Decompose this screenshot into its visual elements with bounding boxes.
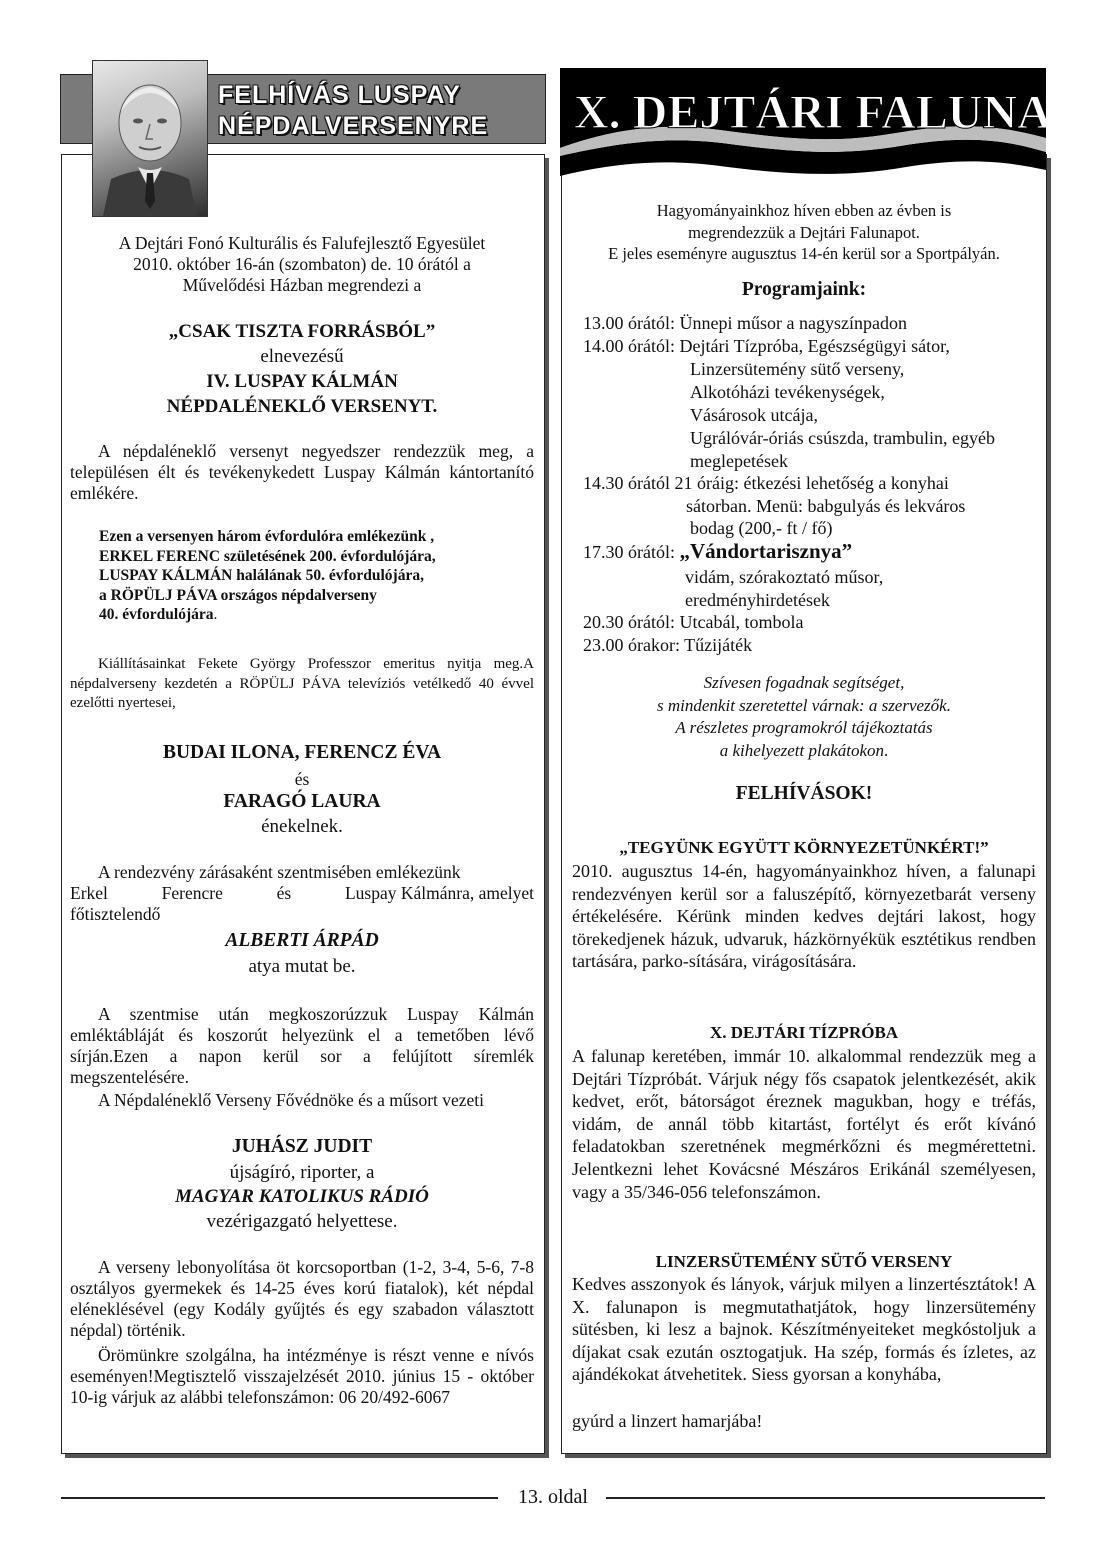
program-item-1: 13.00 órától: Ünnepi műsor a nagyszínpadon [583, 313, 907, 333]
event-name-line-2: NÉPDALÉNEKLŐ VERSENYT. [166, 396, 438, 417]
program-subitem: eredményhirdetések [685, 590, 830, 610]
singers-sing: énekelnek. [261, 816, 343, 837]
program-subitem: meglepetések [690, 451, 788, 471]
footer-rule-right [606, 1497, 1045, 1499]
banner-title: X. DEJTÁRI FALUNAP [574, 86, 1046, 139]
intro-line: Hagyományainkhoz híven ebben az évben is [656, 201, 952, 220]
intro-line: A Dejtári Fonó Kulturális és Falufejlesztő Egyesület [118, 233, 486, 253]
program-subitem: Vásárosok utcája, [690, 405, 818, 425]
mass-line-1: A rendezvény zárásaként szentmisében emlékezünk [98, 862, 461, 882]
help-period: . [884, 740, 889, 760]
anniversary-period: . [213, 606, 218, 624]
banner-graphic [560, 60, 1046, 188]
falunap-banner [560, 60, 1046, 188]
tizproba-heading: X. DEJTÁRI TÍZPRÓBA [709, 1023, 899, 1042]
singers-and: és [294, 769, 310, 789]
program-heading: Programjaink: [741, 279, 867, 300]
patron-paragraph: A Népdaléneklő Verseny Fővédnöke és a műsort vezeti [98, 1090, 485, 1110]
left-paragraph-intro: A népdaléneklő versenyt negyedszer rendezzük meg, a településen élt és tevékenykedett Luspay Kálmán kántortanító emlékére. [70, 441, 534, 503]
help-line: A részletes programokról tájékoztatás [675, 718, 933, 737]
calls-heading: FELHÍVÁSOK! [735, 783, 873, 804]
tizproba-text: A falunap keretében, immár 10. alkalommal rendezzük meg a Dejtári Tízpróbát. Várjuk négy fős csapatok jelentkezését, akik kedvet, erőt, bátorságot éreznek magukban, hogy e tréfás, vidám, de annál több kitartást, fortélyt és erőt kívánó feladatokban szeretnének megmérkőzni és megmérettetni. Jelentkezni lehet Kovácsné Mészáros Erikánál személyesen, vagy a 35/346-056 telefonszámon. [572, 1046, 1036, 1202]
left-title-line-2: NÉPDALVERSENYRE [218, 112, 489, 140]
help-last: a kihelyezett plakátokon [719, 740, 885, 760]
program-item-5: 20.30 órától: Utcabál, tombola [583, 612, 804, 632]
anniversary-line: ERKEL FERENC születésének 200. évfordulójára, [99, 547, 436, 565]
help-line: Szívesen fogadnak segítséget, [703, 673, 905, 692]
host-organization: MAGYAR KATOLIKUS RÁDIÓ [175, 1186, 429, 1207]
intro-line: E jeles eseményre augusztus 14-én kerül sor a Sportpályán. [608, 244, 1000, 263]
program-subitem: Linzersütemény sütő verseny, [690, 359, 905, 379]
mass-line-2 [70, 883, 534, 904]
program-subitem: bodag (200,- ft / fő) [690, 518, 833, 538]
anniversary-line [99, 605, 529, 625]
program-item-3: 14.30 órától 21 óráig: étkezési lehetőség a konyhai [583, 473, 949, 493]
anniversary-last: 40. évfordulójára [99, 606, 214, 624]
help-note [572, 672, 1036, 762]
program-item-4 [583, 540, 852, 564]
intro-line: 2010. október 16-án (szombaton) de. 10 órától a [133, 254, 471, 274]
anniversary-line: LUSPAY KÁLMÁN halálának 50. évfordulójára, [99, 567, 424, 585]
help-line [572, 740, 1036, 763]
program-item-2: 14.00 órától: Dejtári Tízpróba, Egészségügyi sátor, [583, 336, 950, 356]
footer-rule-left [61, 1497, 498, 1499]
program-subitem: sátorban. Menü: babgulyás és lekváros [686, 496, 966, 516]
linzer-last-line: gyúrd a linzert hamarjába! [572, 1411, 763, 1431]
anniversary-line: Ezen a versenyen három évfordulóra emlékezünk , [99, 528, 435, 545]
priest-role: atya mutat be. [248, 956, 356, 977]
linzer-text: Kedves asszonyok és lányok, várjuk milyen a linzertésztátok! A X. falunapon is megmutathatjátok, hogy linzersütemény sütésben, ki lesz a bajnok. Készítményeiteket megkóstoljuk a díjakat csak ezután osztogatjuk. Ha szép, formás és ízletes, az ajándékokat átvehetitek. Siess gyorsan a konyhába, [572, 1274, 1036, 1385]
mass-word: Erkel [70, 883, 108, 903]
mass-word: és [276, 883, 292, 903]
priest-name: ALBERTI ÁRPÁD [225, 930, 379, 951]
program-subitem: Alkotóházi tevékenységek, [690, 382, 885, 402]
wreath-paragraph: A szentmise után megkoszorúzzuk Luspay Kálmán emléktábláját és koszorút helyezünk el a temetőben lévő sírján.Ezen a napon kerül sor a felújított síremlék megszentelésére. [70, 1004, 534, 1087]
program-subitem: Ugrálóvár-óriás csúszda, trambulin, egyéb [690, 428, 996, 448]
intro-line: megrendezzük a Dejtári Falunapot. [688, 222, 920, 242]
program-subitem: vidám, szórakoztató műsor, [685, 567, 884, 587]
closing-paragraph: Örömünkre szolgálna, ha intézménye is részt venne e nívós eseményen!Megtisztelő visszajelzését 2010. június 15 - október 10-ig várjuk az alábbi telefonszámon: 06 20/492-6067 [70, 1345, 534, 1407]
intro-line: Művelődési Házban megrendezi a [182, 275, 422, 295]
mass-paragraph [70, 862, 534, 925]
rules-paragraph: A verseny lebonyolítása öt korcsoportban (1-2, 3-4, 5-6, 7-8 osztályos gyermekek és 14-25 éves korú fiatalok), két népdal eléneklésével (egy Kodály gyűjtés és egy szabadon választott népdal) történik. [70, 1257, 534, 1340]
mass-word: Luspay Kálmánra, amelyet [344, 883, 534, 903]
portrait-photo [92, 60, 208, 217]
mass-word: Ferencre [161, 883, 223, 903]
event-name-line-1: IV. LUSPAY KÁLMÁN [206, 371, 398, 392]
environment-heading: „TEGYÜNK EGYÜTT KÖRNYEZETÜNKÉRT!” [619, 838, 989, 857]
anniversary-line: a RÖPÜLJ PÁVA országos népdalverseny [99, 586, 377, 604]
program-time: 17.30 órától: [583, 542, 680, 562]
help-line: s mindenkit szeretettel várnak: a szervezők. [657, 695, 951, 715]
page-number: 13. oldal [518, 1486, 588, 1508]
program-title: „Vándortarisznya” [679, 539, 853, 563]
event-naming: elnevezésű [260, 346, 344, 367]
event-title: „CSAK TISZTA FORRÁSBÓL” [168, 321, 436, 342]
anniversaries-list [99, 527, 529, 625]
program-item-6: 23.00 órakor: Tűzijáték [583, 635, 753, 655]
left-intro [70, 233, 534, 296]
left-title-line-1: FELHÍVÁS LUSPAY [218, 81, 461, 109]
singers-line-1: BUDAI ILONA, FERENCZ ÉVA [162, 742, 442, 763]
portrait-illustration [93, 61, 207, 216]
host-role: újságíró, riporter, a [229, 1162, 375, 1183]
mass-line-3: főtisztelendő [70, 904, 161, 924]
linzer-heading: LINZERSÜTEMÉNY SÜTŐ VERSENY [655, 1252, 953, 1271]
singers-line-2: FARAGÓ LAURA [223, 791, 381, 812]
host-title: vezérigazgató helyettese. [206, 1211, 398, 1232]
host-name: JUHÁSZ JUDIT [231, 1136, 373, 1157]
environment-text: 2010. augusztus 14-én, hagyományainkhoz híven, a falunapi rendezvényen kerül sor a faluszépítő, környezetbarát verseny értékelésére. Kérünk minden kedves dejtári lakost, hogy törekedjenek házuk, udvaruk, házkörnyékük esztétikus rendben tartására, parko-sítására, virágosítására. [572, 861, 1036, 972]
falunap-intro [572, 200, 1036, 265]
exhibition-paragraph: Kiállításainkat Fekete György Professzor emeritus nyitja meg.A népdalverseny kezdetén a RÖPÜLJ PÁVA televíziós vetélkedő 40 évvel ezelőtti nyertesei, [70, 656, 534, 712]
